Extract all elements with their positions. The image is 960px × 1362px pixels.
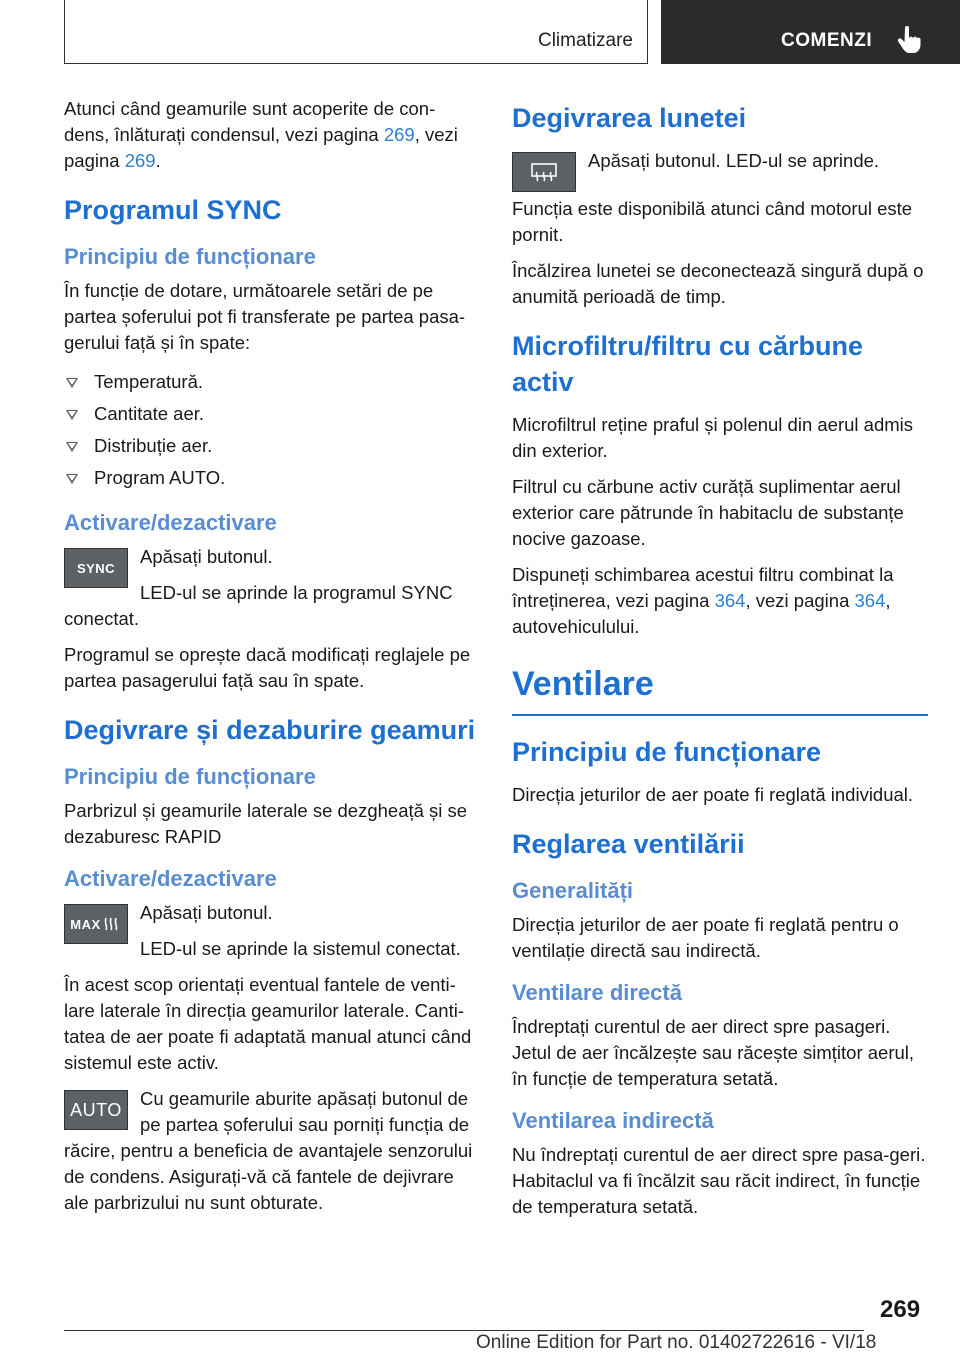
- filter-p3: [512, 562, 928, 640]
- auto-button-icon: [64, 1090, 128, 1130]
- indirect-vent-text: Nu îndreptați curentul de aer direct spre pasa‐geri. Habitaclul va fi încălzit sau răcit indirect, în funcție de temperatura setată.: [512, 1144, 926, 1217]
- list-item-text: Temperatură.: [94, 371, 203, 392]
- rear-defrost-heading: Degivrarea lunetei: [512, 103, 747, 133]
- sync-button-icon: [64, 548, 128, 588]
- page-link-364[interactable]: 364: [714, 590, 746, 611]
- direct-vent-text: Îndreptați curentul de aer direct spre pasageri. Jetul de aer încălzește sau răcește simțitor aerul, în funcție de temperatura setată.: [512, 1016, 915, 1089]
- footer-edition: Online Edition for Part no. 01402722616 - VI/18: [476, 1332, 877, 1353]
- defrost-principle-heading: Principiu de funcționare: [64, 764, 316, 789]
- filter-p1: Microfiltrul reține praful și polenul din aerul admis din exterior.: [512, 414, 914, 461]
- list-item: [64, 398, 480, 430]
- header-section-box: [64, 0, 648, 64]
- filter-p3-start: Dispuneți schimbarea acestui filtru combinat la întreținerea, vezi pagina: [512, 564, 894, 611]
- max-button-block: [64, 900, 480, 972]
- filter-p3-mid: , vezi pagina: [745, 590, 855, 611]
- section-title: Climatizare: [537, 30, 633, 51]
- intro-text: Atunci când geamurile sunt acoperite de con‐dens, înlăturați condensul, vezi pagina: [64, 98, 436, 145]
- rear-heat-text: Încălzirea lunetei se deconectează singură după o anumită perioadă de timp.: [512, 260, 924, 307]
- rear-avail-text: Funcția este disponibilă atunci când motorul este pornit.: [512, 198, 913, 245]
- rear-press-text: Apăsați butonul. LED-ul se aprinde.: [588, 150, 880, 171]
- vent-adjust-heading: Reglarea ventilării: [512, 829, 745, 859]
- max-press-text: Apăsați butonul.: [140, 902, 273, 923]
- auto-button-label: AUTO: [70, 1099, 122, 1120]
- rear-defrost-waves-icon: [529, 161, 559, 183]
- defrost-waves-icon: [104, 916, 122, 932]
- footer-divider: [64, 1330, 864, 1331]
- sync-activation-heading: Activare/dezactivare: [64, 510, 277, 535]
- filter-heading: Microfiltru/filtru cu cărbune activ: [512, 331, 864, 397]
- defrost-heading: Degivrare și dezaburire geamuri: [64, 715, 476, 745]
- direct-vent-heading: Ventilare directă: [512, 980, 682, 1005]
- list-item: [64, 430, 480, 462]
- filter-p3-end: , autovehiculului.: [512, 590, 891, 637]
- page-link-364-b[interactable]: 364: [854, 590, 886, 611]
- hand-pointer-icon: [897, 26, 921, 54]
- vent-principle-text: Direcția jeturilor de aer poate fi reglată individual.: [512, 784, 914, 805]
- intro-mid: , vezi pagina: [64, 124, 458, 171]
- list-item-text: Cantitate aer.: [94, 403, 205, 424]
- sync-press-text: Apăsați butonul.: [140, 546, 273, 567]
- rear-button-block: [512, 148, 928, 196]
- bullet-triangle-icon: [66, 474, 78, 484]
- bullet-triangle-icon: [66, 442, 78, 452]
- bullet-triangle-icon: [66, 410, 78, 420]
- left-column: [64, 96, 480, 1226]
- max-defrost-button-icon: [64, 904, 128, 944]
- defrost-activation-heading: Activare/dezactivare: [64, 866, 277, 891]
- general-text: Direcția jeturilor de aer poate fi reglată pentru o ventilație directă sau indirectă.: [512, 914, 899, 961]
- sync-heading: Programul SYNC: [64, 195, 282, 225]
- bullet-triangle-icon: [66, 378, 78, 388]
- rear-window-defrost-icon: [512, 152, 576, 192]
- filter-p2: Filtrul cu cărbune activ curăță suplimentar aerul exterior care pătrunde în habitaclu de substanțe nocive gazoase.: [512, 476, 904, 549]
- chapter-title: COMENZI: [781, 30, 873, 51]
- intro-end: .: [155, 150, 161, 171]
- ventilation-chapter-heading: Ventilare: [512, 662, 928, 716]
- list-item: [64, 366, 480, 398]
- page-number: 269: [880, 1296, 921, 1323]
- general-heading: Generalități: [512, 878, 634, 903]
- sync-principle-text: În funcție de dotare, următoarele setări de pe partea șoferului pot fi transferate pe partea pasa‐gerului față și în spate:: [64, 280, 466, 353]
- intro-paragraph: [64, 96, 480, 174]
- auto-text: Cu geamurile aburite apăsați butonul de pe partea șoferului sau porniți funcția de răcire, pentru a beneficia de avantajele senzorului de condens. Asigurați-vă că fantele de dejivrare ale parbrizului nu sunt obturate.: [64, 1088, 473, 1213]
- sync-settings-list: [64, 366, 480, 494]
- sync-button-block: [64, 544, 480, 642]
- list-item-text: Distribuție aer.: [94, 435, 213, 456]
- sync-principle-heading: Principiu de funcționare: [64, 244, 316, 269]
- sync-button-label: SYNC: [76, 560, 116, 576]
- vent-principle-heading: Principiu de funcționare: [512, 737, 822, 767]
- right-column: [512, 96, 928, 1230]
- list-item: [64, 462, 480, 494]
- max-button-label: MAX: [70, 916, 101, 932]
- defrost-vents-text: În acest scop orientați eventual fantele de venti‐lare laterale în direcția geamurilor laterale. Canti‐tatea de aer poate fi adaptată manual atunci când sistemul este activ.: [64, 974, 472, 1073]
- list-item-text: Program AUTO.: [94, 467, 226, 488]
- page-link-269-b[interactable]: 269: [124, 150, 156, 171]
- sync-stop-text: Programul se oprește dacă modificați reglajele pe partea pasagerului față sau în spate.: [64, 644, 471, 691]
- header-chapter-box: [661, 0, 960, 64]
- indirect-vent-heading: Ventilarea indirectă: [512, 1108, 714, 1133]
- page-link-269[interactable]: 269: [383, 124, 415, 145]
- max-led-text: LED-ul se aprinde la sistemul conectat.: [140, 938, 461, 959]
- auto-button-block: [64, 1086, 480, 1216]
- defrost-principle-text: Parbrizul și geamurile laterale se dezgheață și se dezaburesc RAPID: [64, 800, 468, 847]
- sync-led-text: LED-ul se aprinde la programul SYNC conectat.: [64, 582, 453, 629]
